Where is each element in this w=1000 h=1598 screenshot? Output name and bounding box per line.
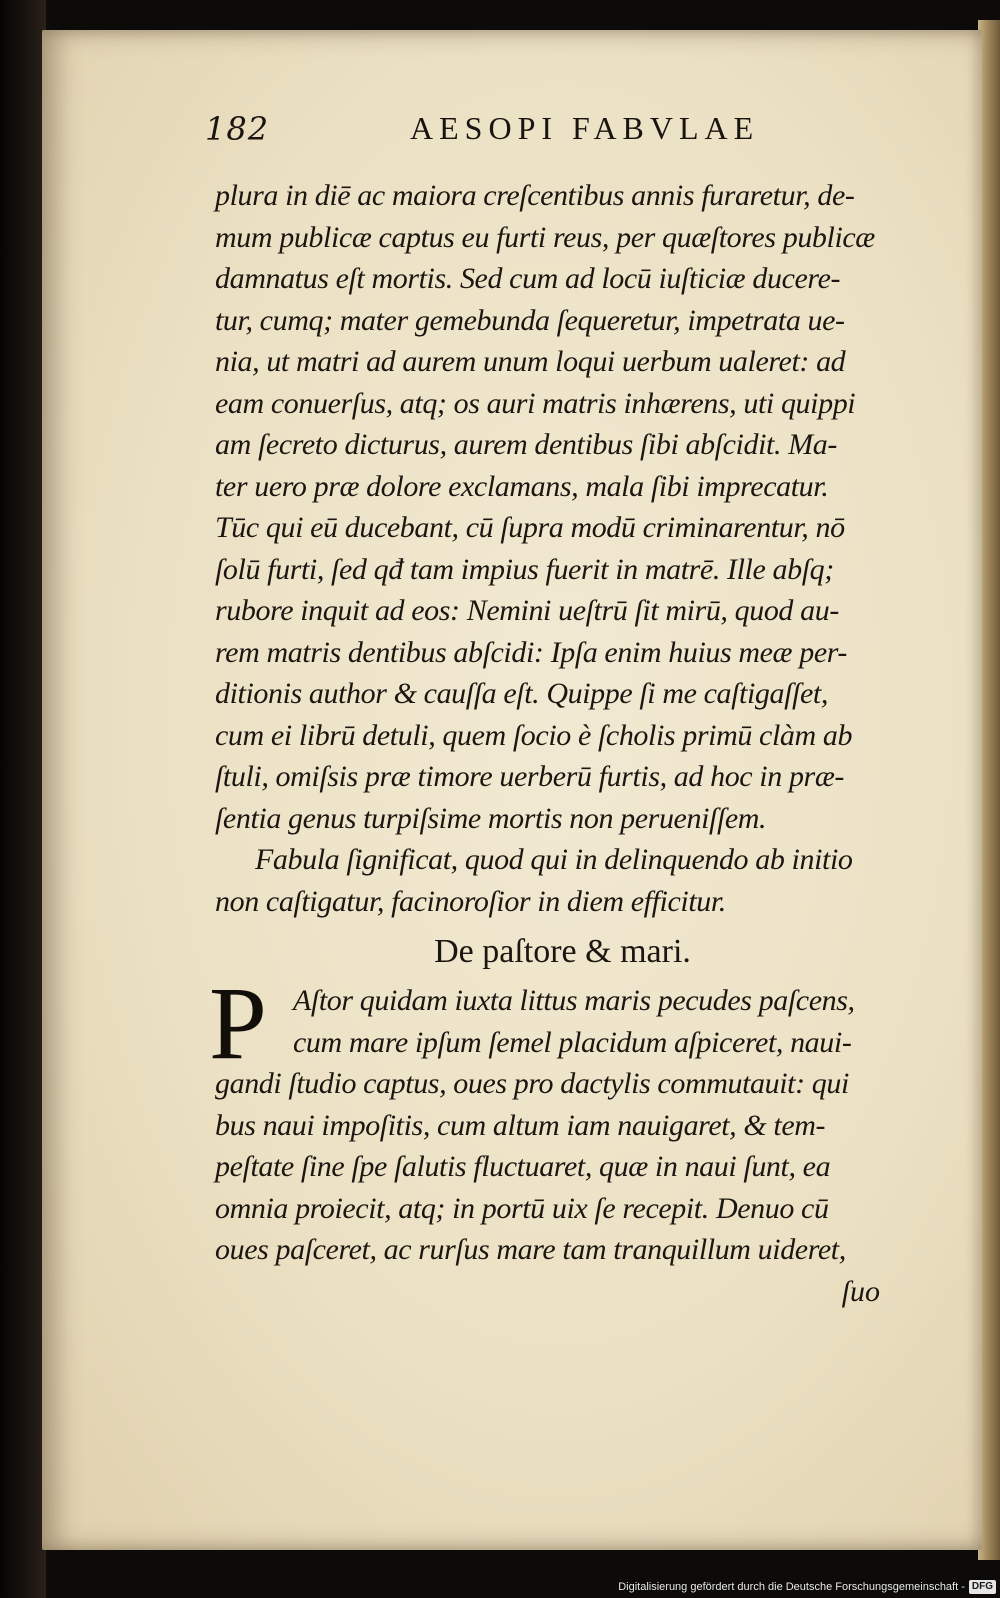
text-line: rem matris dentibus abſcidi: Ipſa enim huius meæ per-	[215, 635, 848, 669]
text-line: tur, cumq; mater gemebunda ſequeretur, impetrata ue-	[215, 303, 845, 337]
text-line: ſentia genus turpiſsime mortis non perueniſſem.	[215, 801, 767, 835]
text-line: oues paſceret, ac rurſus mare tam tranquillum uideret,	[215, 1233, 846, 1266]
moral-line: Fabula ſignificat, quod qui in delinquendo ab initio	[255, 843, 853, 876]
text-line: bus naui impoſitis, cum altum iam nauigaret, & tem-	[215, 1108, 826, 1142]
text-line: ditionis author & cauſſa eſt. Quippe ſi me caſtigaſſet,	[215, 677, 828, 710]
running-title: AESOPI FABVLAE	[410, 110, 760, 146]
text-line: ſtuli, omiſsis præ timore uerberū furtis, ad hoc in præ-	[215, 760, 845, 793]
text-line-content: Aſtor quidam iuxta littus maris pecudes paſcens,	[293, 984, 855, 1017]
text-line: am ſecreto dicturus, aurem dentibus ſibi abſcidit. Ma-	[215, 428, 837, 461]
dfg-logo: DFG	[969, 1580, 996, 1594]
text-line: cum ei librū detuli, quem ſocio è ſcholis primū clàm ab	[215, 718, 853, 752]
text-line: mum publicæ captus eu furti reus, per quæſtores publicæ	[215, 220, 875, 254]
paragraph-story	[215, 175, 900, 839]
text-line: eam conuerſus, atq; os auri matris inhærens, uti quippi	[215, 386, 856, 420]
paragraph-fable	[209, 966, 900, 1271]
page-number: 182	[205, 110, 270, 148]
main-text	[209, 175, 900, 1312]
text-line	[215, 1022, 900, 1064]
digitization-credit	[618, 1578, 996, 1596]
drop-cap-initial: P	[209, 966, 267, 1081]
text-line: peſtate ſine ſpe ſalutis fluctuaret, quæ in naui ſunt, ea	[215, 1150, 831, 1183]
paragraph-moral	[215, 839, 900, 922]
running-head	[0, 110, 980, 170]
moral-line: non caſtigatur, facinoroſior in diem efficitur.	[215, 884, 726, 918]
text-line-content: cum mare ipſum ſemel placidum aſpiceret, naui-	[293, 1025, 852, 1059]
text-line: plura in diē ac maiora creſcentibus annis furaretur, de-	[215, 179, 855, 212]
text-line: nia, ut matri ad aurem unum loqui uerbum ualeret: ad	[215, 345, 846, 378]
text-line: ter uero præ dolore exclamans, mala ſibi imprecatur.	[215, 469, 829, 503]
text-line: omnia proiecit, atq; in portū uix ſe recepit. Denuo cū	[215, 1191, 829, 1225]
credit-text: Digitalisierung gefördert durch die Deutsche Forschungsgemeinschaft -	[618, 1581, 965, 1593]
text-line: damnatus eſt mortis. Sed cum ad locū iuſticiæ ducere-	[215, 262, 841, 295]
text-line: Tūc qui eū ducebant, cū ſupra modū criminarentur, nō	[215, 511, 845, 544]
text-line: rubore inquit ad eos: Nemini ueſtrū ſit mirū, quod au-	[215, 594, 839, 627]
fable-heading: De paſtore & mari.	[434, 933, 691, 970]
catchword: ſuo	[841, 1274, 880, 1308]
book-binding-shadow	[0, 0, 46, 1598]
text-line: ſolū furti, ſed qđ tam impius fuerit in matrē. Ille abſq;	[215, 552, 834, 586]
text-line: gandi ſtudio captus, oues pro dactylis commutauit: qui	[215, 1067, 849, 1100]
